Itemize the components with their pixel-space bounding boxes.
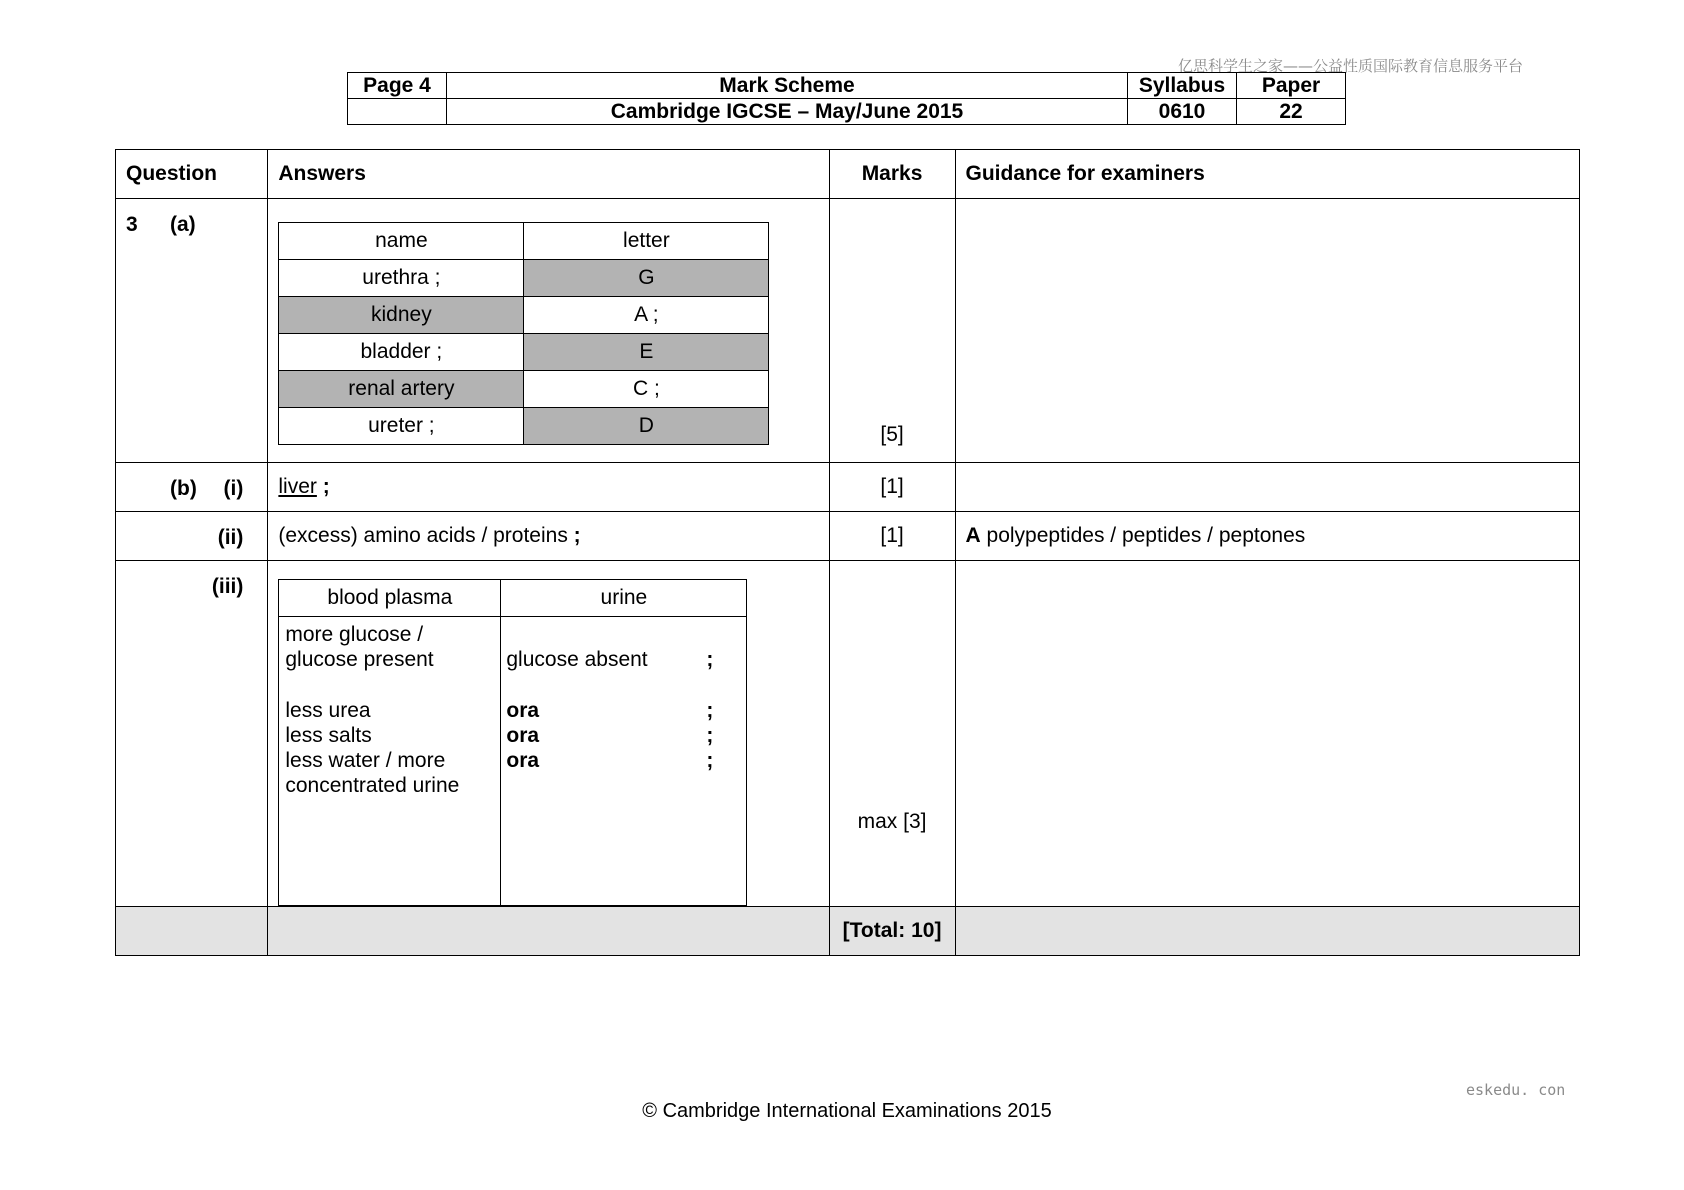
name-cell: renal artery [279, 371, 524, 408]
name-cell: ureter ; [279, 408, 524, 445]
urine-line: ora [506, 749, 540, 772]
answer-text [268, 512, 828, 560]
question-cell-3biii [116, 561, 268, 907]
guidance-cell-3bi [955, 463, 1579, 512]
letter-cell: A ; [524, 297, 769, 334]
copyright-footer: © Cambridge International Examinations 2015 [642, 1100, 1052, 1122]
blood-plasma-cell [279, 617, 501, 906]
plasma-line: glucose present [285, 648, 434, 671]
question-subpart: (ii) [217, 526, 244, 549]
marks-value: [1] [880, 475, 904, 498]
name-cell: urethra ; [279, 260, 524, 297]
column-header-marks: Marks [829, 150, 955, 199]
column-header-guidance: Guidance for examiners [955, 150, 1579, 199]
question-row-3bi [116, 463, 1580, 512]
question-subpart: (i) [223, 477, 244, 500]
question-part: (a) [170, 213, 196, 236]
answer-cell-3biii [268, 561, 829, 907]
syllabus-label: Syllabus [1128, 73, 1237, 99]
answer-semicolon: ; [567, 524, 581, 547]
header-title: Mark Scheme [447, 73, 1128, 99]
column-header-question: Question [116, 150, 268, 199]
urine-line: ora [506, 724, 540, 747]
question-row-3a [116, 199, 1580, 463]
syllabus-value: 0610 [1128, 99, 1237, 125]
watermark-bottom: eskedu. con [1466, 1081, 1566, 1099]
watermark-top: 亿思科学生之家——公益性质国际教育信息服务平台 [1178, 57, 1524, 75]
question-cell-3a [116, 199, 268, 463]
table-header-urine: urine [501, 580, 747, 617]
plasma-line: less water / more [285, 749, 446, 772]
marks-value: max [3] [857, 810, 927, 833]
plasma-line: more glucose / [285, 623, 424, 646]
guidance-accept-marker: A [965, 524, 981, 547]
urine-line: glucose absent [506, 648, 648, 671]
table-row [279, 334, 769, 371]
name-cell: kidney [279, 297, 524, 334]
mark-scheme-header [347, 72, 1346, 125]
column-header-answers: Answers [268, 150, 829, 199]
paper-value: 22 [1237, 99, 1346, 125]
letter-cell: C ; [524, 371, 769, 408]
total-row [116, 907, 1580, 956]
mark-semicolon: ; [706, 699, 714, 722]
question-cell-3bii [116, 512, 268, 561]
mark-semicolon: ; [706, 648, 714, 671]
question-number: 3 [126, 213, 138, 236]
letter-cell: E [524, 334, 769, 371]
answer-cell-3bii [268, 512, 829, 561]
question-part: (b) [170, 477, 197, 500]
urine-cell [501, 617, 747, 906]
total-blank-guidance [955, 907, 1579, 956]
answer-cell-3bi [268, 463, 829, 512]
plasma-line: concentrated urine [285, 774, 460, 797]
guidance-body: polypeptides / peptides / peptones [980, 524, 1306, 547]
guidance-cell-3a [955, 199, 1579, 463]
guidance-cell-3bii [955, 512, 1579, 561]
table-row [279, 297, 769, 334]
marks-value: [1] [880, 524, 904, 547]
letter-cell: D [524, 408, 769, 445]
answer-main: (excess) amino acids / proteins [278, 524, 568, 547]
answer-semicolon: ; [316, 475, 330, 498]
total-marks: [Total: 10] [842, 919, 942, 942]
table-row [279, 260, 769, 297]
header-subtitle: Cambridge IGCSE – May/June 2015 [447, 99, 1128, 125]
mark-semicolon: ; [706, 749, 714, 772]
urine-line: ora [506, 699, 540, 722]
answer-underlined: liver [278, 475, 317, 498]
plasma-urine-table [278, 579, 747, 906]
question-cell-3bi [116, 463, 268, 512]
mark-scheme-table [115, 149, 1580, 956]
total-blank-question [116, 907, 268, 956]
page-label-blank [348, 99, 447, 125]
marks-value: [5] [880, 423, 904, 446]
total-blank-answers [268, 907, 829, 956]
name-cell: bladder ; [279, 334, 524, 371]
marks-cell-3biii [829, 561, 955, 907]
page-label: Page 4 [348, 73, 447, 99]
marks-cell-3bi [829, 463, 955, 512]
mark-semicolon: ; [706, 724, 714, 747]
marks-cell-3bii [829, 512, 955, 561]
table-header-blood-plasma: blood plasma [279, 580, 501, 617]
question-row-3bii [116, 512, 1580, 561]
table-header-letter: letter [524, 223, 769, 260]
letter-cell: G [524, 260, 769, 297]
plasma-line: less urea [285, 699, 371, 722]
kidney-labels-table [278, 222, 769, 445]
plasma-line: less salts [285, 724, 372, 747]
question-subpart: (iii) [211, 575, 244, 598]
guidance-text [956, 512, 1579, 560]
guidance-cell-3biii [955, 561, 1579, 907]
answer-cell-3a [268, 199, 829, 463]
paper-label: Paper [1237, 73, 1346, 99]
table-header-name: name [279, 223, 524, 260]
question-row-3biii [116, 561, 1580, 907]
marks-cell-3a [829, 199, 955, 463]
table-row [279, 408, 769, 445]
table-row [279, 371, 769, 408]
answer-text [268, 463, 828, 511]
total-cell [829, 907, 955, 956]
